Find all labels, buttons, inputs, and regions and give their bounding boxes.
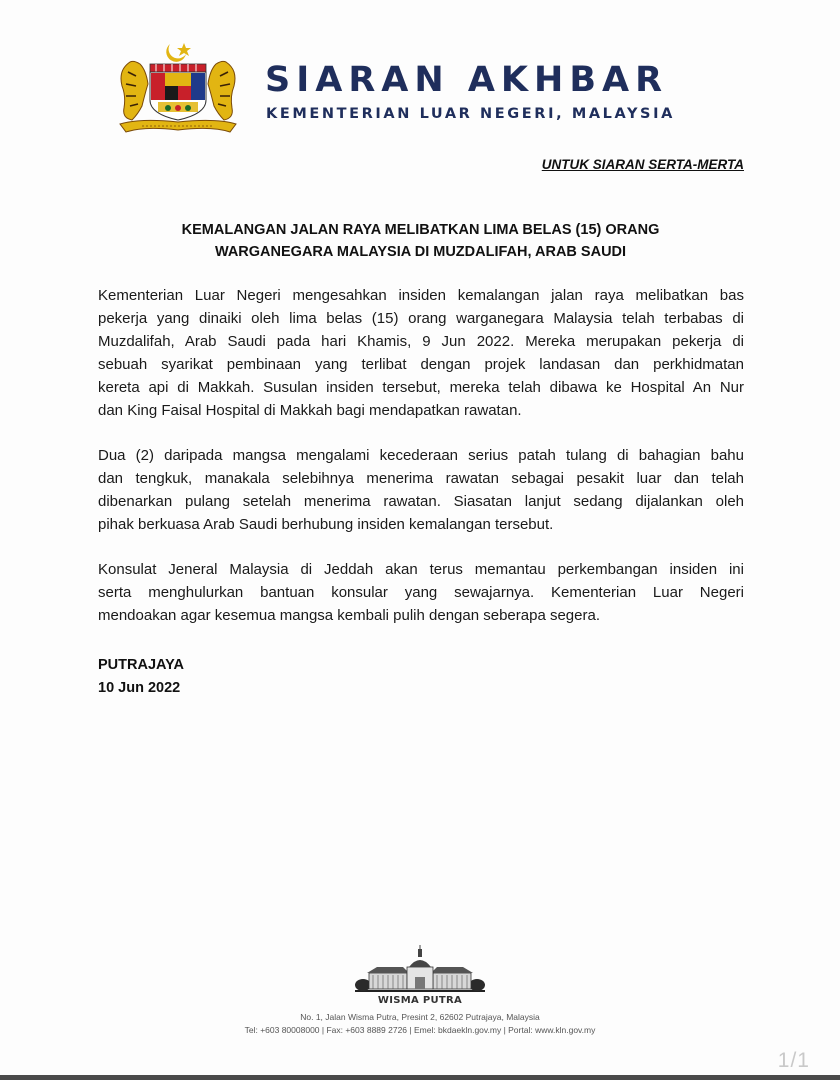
- page-indicator: 1/1: [777, 1049, 810, 1072]
- text-line: Muzdalifah, Arab Saudi pada hari Khamis, 9 Jun 2022. Mereka merupakan pekerja di: [98, 333, 744, 350]
- press-release-headline: [98, 219, 743, 263]
- paragraph-3: [98, 558, 744, 627]
- text-line: sebuah syarikat pembinaan yang terlibat dengan projek landasan dan perkhidmatan: [98, 356, 744, 373]
- text-line: Dua (2) daripada mangsa mengalami kecederaan serius patah tulang di bahagian bahu: [98, 447, 744, 464]
- signoff-place: PUTRAJAYA: [98, 657, 184, 673]
- text-line: dan tengkuk, manakala selebihnya menerima rawatan sebagai pesakit luar dan telah: [98, 470, 744, 487]
- text-line: Kementerian Luar Negeri mengesahkan insiden kemalangan jalan raya melibatkan bas: [98, 287, 744, 304]
- text-line: Konsulat Jeneral Malaysia di Jeddah akan terus memantau perkembangan insiden ini: [98, 561, 744, 578]
- text-line: serta menghulurkan bantuan konsular yang sewajarnya. Kementerian Luar Negeri: [98, 584, 744, 601]
- ministry-name: KEMENTERIAN LUAR NEGERI, MALAYSIA: [266, 106, 675, 122]
- coat-of-arms-icon: [112, 40, 244, 142]
- paragraph-1: [98, 284, 744, 422]
- text-line: pihak berkuasa Arab Saudi berhubung insiden kemalangan tersebut.: [98, 516, 554, 533]
- viewer-bottom-edge: [0, 1075, 840, 1080]
- letterhead-footer: [0, 945, 840, 1035]
- paragraph-2: [98, 444, 744, 536]
- text-line: dibenarkan pulang setelah menerima rawatan. Siasatan lanjut sedang dijalankan oleh: [98, 493, 744, 510]
- building-name: WISMA PUTRA: [377, 995, 463, 1006]
- release-instruction: UNTUK SIARAN SERTA-MERTA: [541, 157, 744, 172]
- signoff: [98, 654, 184, 700]
- headline-line: WARGANEGARA MALAYSIA DI MUZDALIFAH, ARAB SAUDI: [214, 244, 627, 260]
- text-line: mendoakan agar kesemua mangsa kembali pulih dengan seberapa segera.: [98, 607, 600, 624]
- press-release-body: [98, 284, 744, 649]
- signoff-date: 10 Jun 2022: [98, 680, 181, 696]
- text-line: pekerja yang dinaiki oleh lima belas (15) orang warganegara Malaysia telah terbabas di: [98, 310, 744, 327]
- ministry-address: No. 1, Jalan Wisma Putra, Presint 2, 62602 Putrajaya, Malaysia: [300, 1012, 540, 1022]
- headline-line: KEMALANGAN JALAN RAYA MELIBATKAN LIMA BELAS (15) ORANG: [181, 222, 660, 238]
- text-line: kereta api di Makkah. Susulan insiden tersebut, mereka telah dibawa ke Hospital An Nur: [98, 379, 744, 396]
- document-type-title: SIARAN AKHBAR: [265, 60, 669, 100]
- ministry-contact-details: Tel: +603 80008000 | Fax: +603 8889 2726 | Emel: bkdaekln.gov.my | Portal: www.kln.gov.my: [244, 1025, 596, 1035]
- wisma-putra-building-icon: [355, 945, 485, 993]
- text-line: dan King Faisal Hospital di Makkah bagi mendapatkan rawatan.: [98, 402, 522, 419]
